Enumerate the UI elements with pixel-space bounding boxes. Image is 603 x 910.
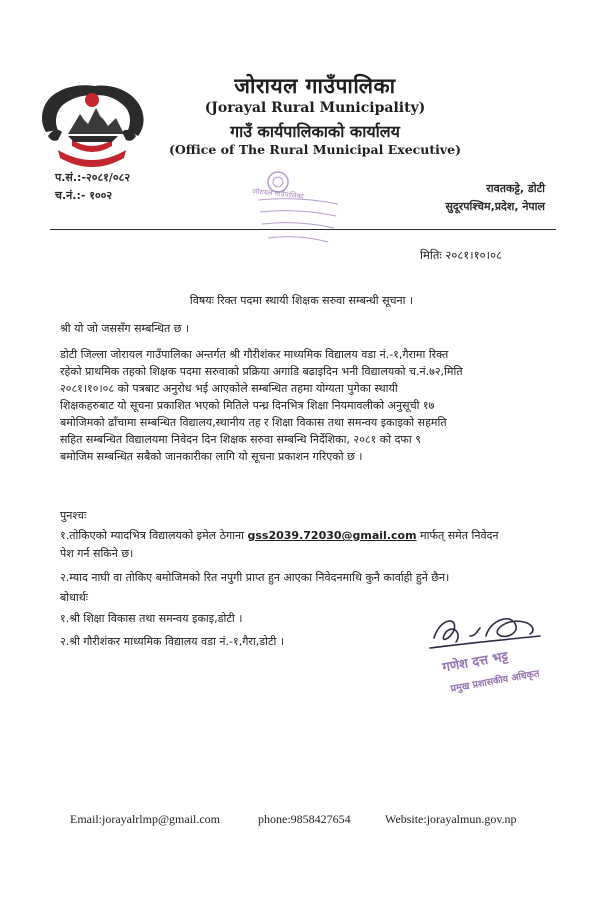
office-name-english: (Office of The Rural Municipal Executive) (168, 142, 462, 157)
signature-block (420, 600, 570, 710)
school-email-link[interactable]: gss2039.72030@gmail.com (247, 529, 417, 542)
main-paragraph (60, 346, 550, 465)
letter-reference-number: प.सं.:-२०८१/०८२ (55, 171, 131, 184)
signatory-name: गणेश दत्त भट्ट (441, 649, 510, 676)
stamp-text: जोरायल गाउँपालिका (251, 187, 305, 201)
office-stamp (238, 160, 358, 260)
paragraph-line: २०८१।१०।०८ को पत्रबाट अनुरोध भई आएकोले सम्बन्धित तहमा योग्यता पुगेका स्थायी (60, 382, 398, 395)
salutation: श्री यो जो जससँग सम्बन्धित छ । (60, 322, 190, 335)
address-line-2: सुदूरपश्चिम,प्रदेश, नेपाल (445, 200, 545, 213)
paragraph-line: बमोजिम सम्बन्धित सबैको जानकारीका लागि यो सूचना प्रकाशन गरिएको छ । (60, 450, 363, 463)
footer-phone: phone:9858427654 (258, 812, 351, 826)
nepal-emblem-logo (28, 70, 158, 180)
footer-email[interactable]: Email:jorayalrlmp@gmail.com (70, 812, 221, 826)
office-name-nepali: गाउँ कार्यपालिकाको कार्यालय (230, 122, 400, 141)
paragraph-line: रहेको प्राथमिक तहको शिक्षक पदमा सरुवाको प्रक्रिया अगाडि बढाइदिन भनी विद्यालयको च.नं.७२,मिति (60, 365, 463, 378)
postscript-item-1-line-2: पेश गर्न सकिने छ। (60, 547, 134, 560)
copy-to-item: १.श्री शिक्षा विकास तथा समन्वय इकाइ,डोटी । (60, 612, 243, 625)
letter-subject: विषयः रिक्त पदमा स्थायी शिक्षक सरुवा सम्बन्धी सूचना । (189, 294, 414, 307)
paragraph-line: बमोजिमको ढाँचामा सम्बन्धित विद्यालय,स्थानीय तह र शिक्षा विकास तथा समन्वय इकाइको सहमति (60, 416, 447, 429)
letter-date: मितिः २०८१।१०।०८ (420, 248, 502, 262)
header-divider (50, 229, 556, 230)
copy-to-item: २.श्री गौरीशंकर माध्यमिक विद्यालय वडा नं.-१,गैरा,डोटी । (60, 635, 285, 648)
paragraph-line: डोटी जिल्ला जोरायल गाउँपालिका अन्तर्गत श्री गौरीशंकर माध्यमिक विद्यालय वडा नं.-१,गैरामा रिक्त (60, 348, 449, 361)
postscript-item-2: २.म्याद नाघी वा तोकिए बमोजिमको रित नपुगी प्राप्त हुन आएका निवेदनमाथि कुनै कार्वाही हुने छैन। (60, 571, 450, 584)
footer-website[interactable]: Website:jorayalmun.gov.np (385, 812, 517, 826)
postscript-item-1-text-end: मार्फत् समेत निवेदन (416, 529, 499, 542)
paragraph-line: सहित सम्बन्धित विद्यालयमा निवेदन दिन शिक्षक सरुवा सम्बन्धि निर्देशिका, २०८१ को दफा ९ (60, 433, 421, 446)
signatory-title: प्रमुख प्रशासकीय अधिकृत (449, 668, 541, 695)
dispatch-number: च.नं.:- १००२ (55, 189, 113, 202)
paragraph-line: शिक्षकहरुबाट यो सूचना प्रकाशित भएको मितिले पन्ध्र दिनभित्र शिक्षा नियमावलीको अनुसूची १७ (60, 399, 435, 412)
address-line-1: रावतकट्टे, डोटी (486, 182, 545, 195)
postscript-item-1-text: १.तोकिएको म्यादभित्र विद्यालयको इमेल ठेगाना (60, 529, 248, 542)
postscript-item-1 (60, 527, 550, 544)
municipality-name-english: (Jorayal Rural Municipality) (204, 100, 426, 116)
postscript-heading: पुनश्चः (60, 509, 87, 522)
copy-to-heading: बोधार्थः (60, 591, 88, 604)
municipality-name-nepali: जोरायल गाउँपालिका (234, 74, 396, 98)
